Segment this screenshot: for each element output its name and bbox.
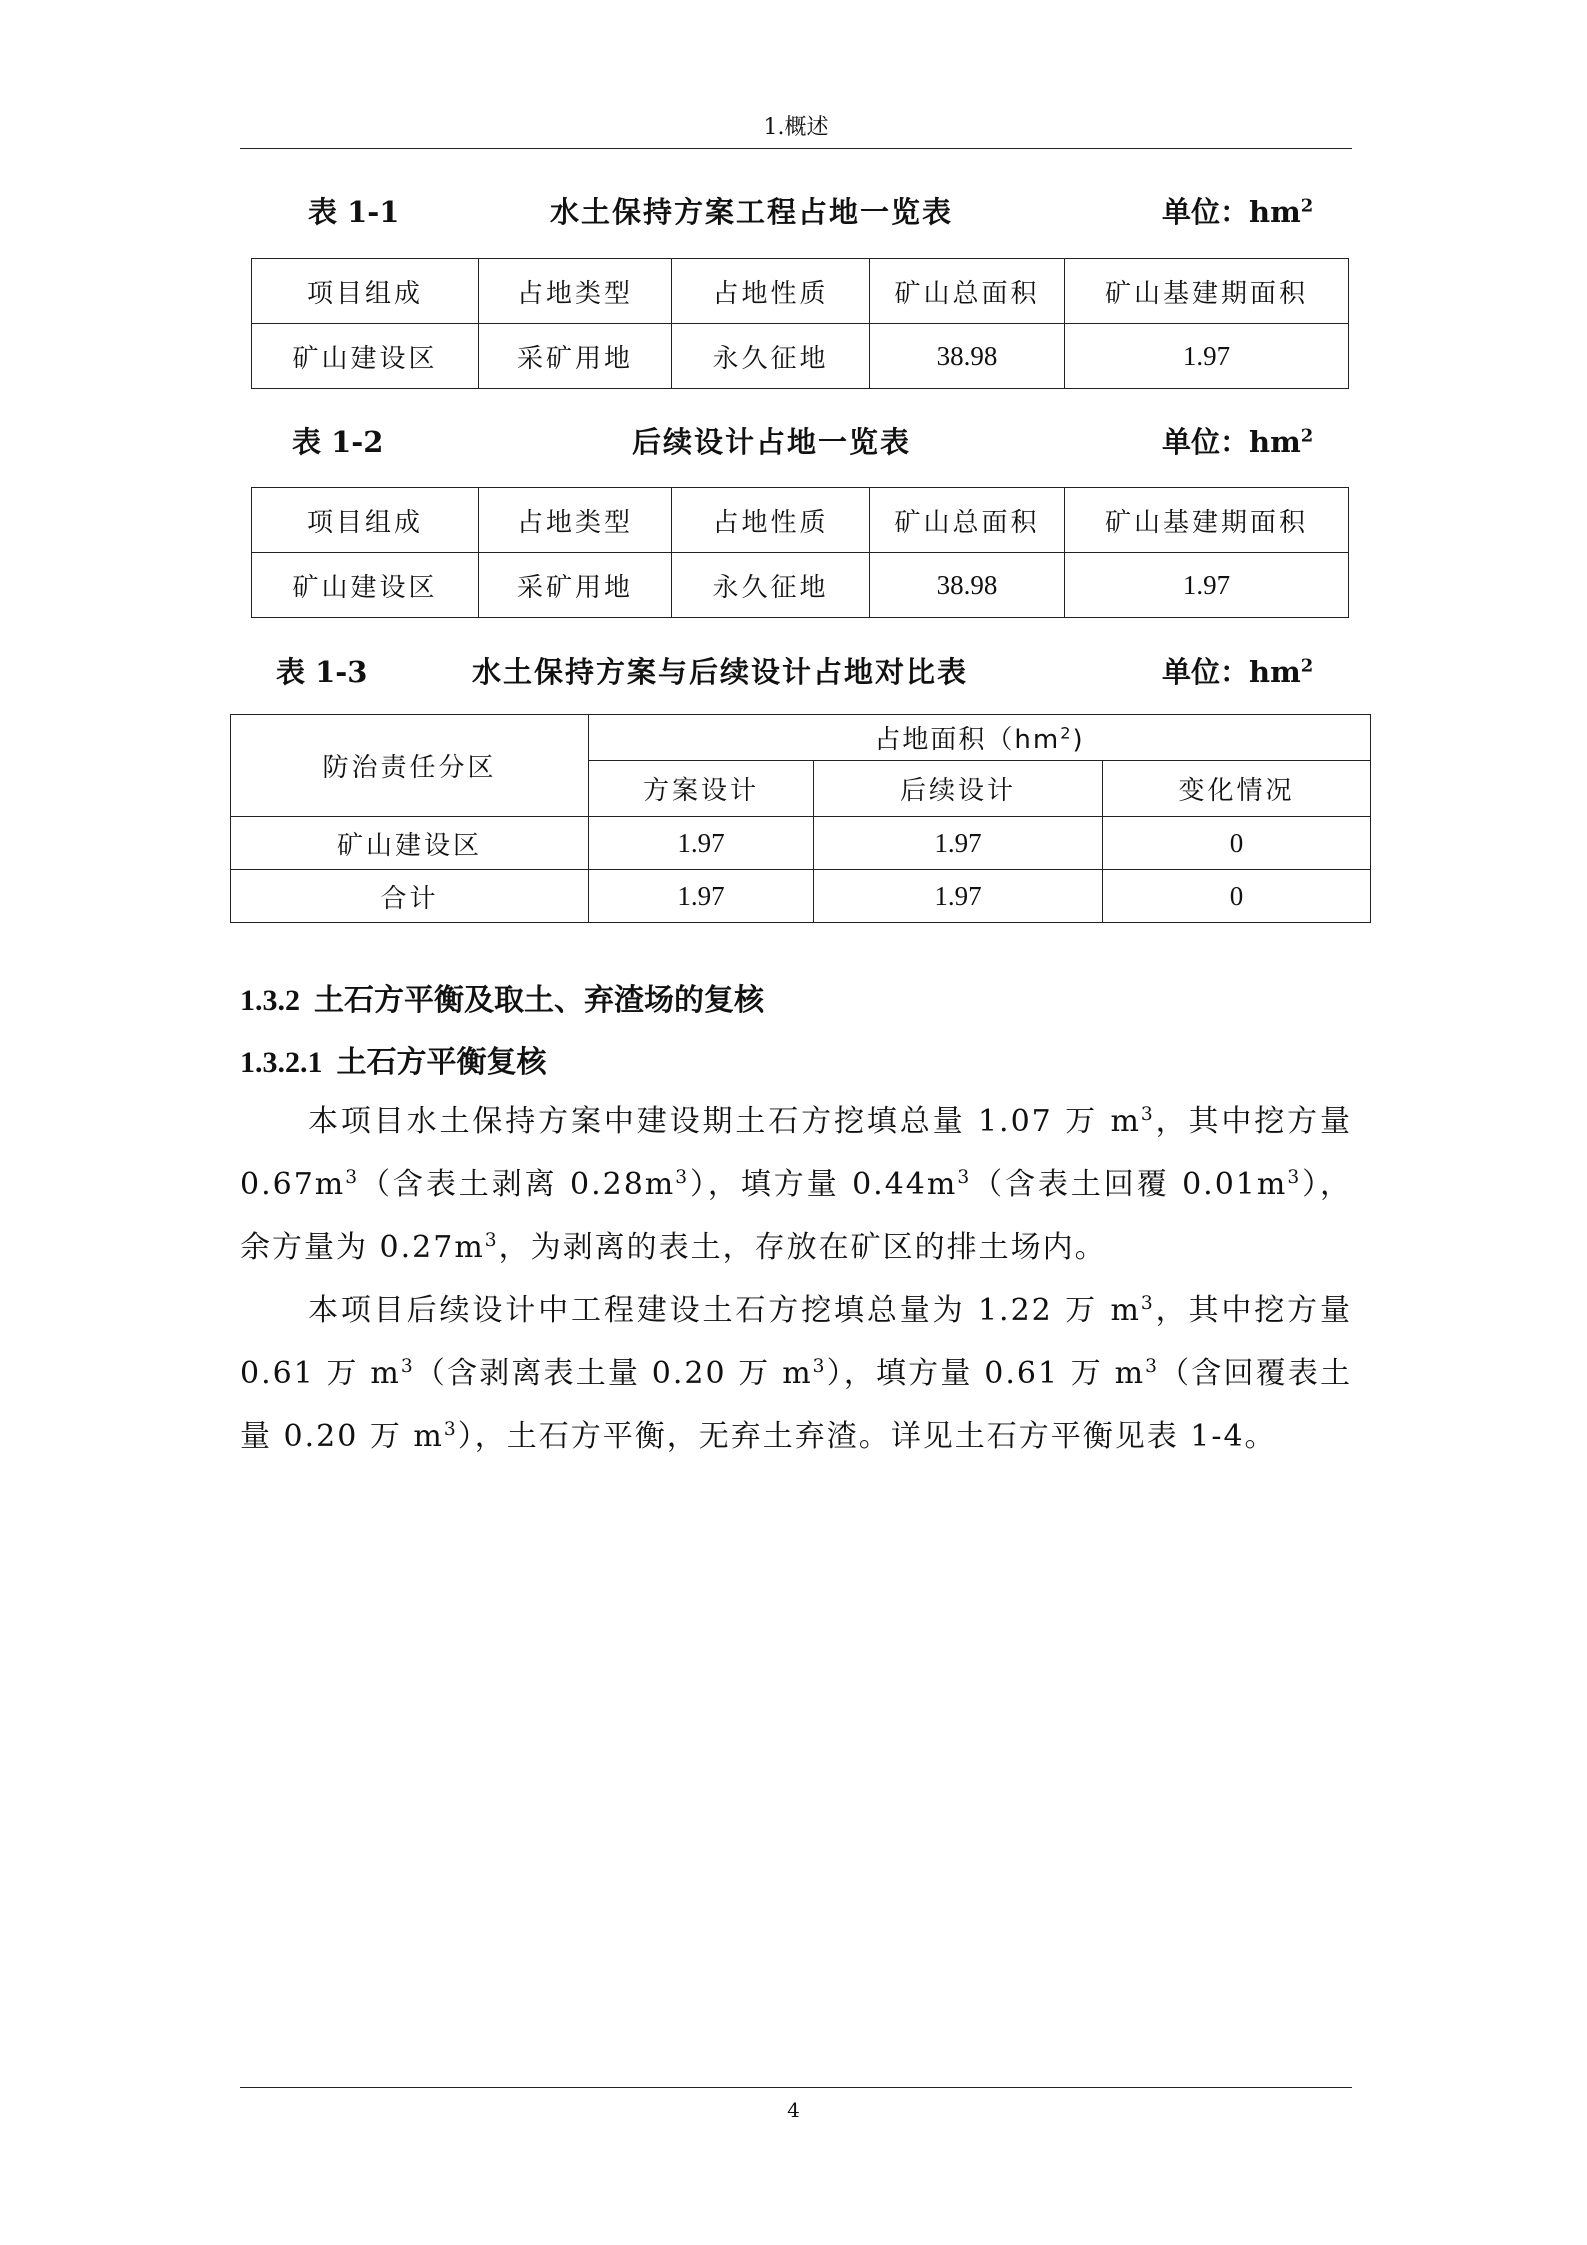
table-title: 水土保持方案与后续设计占地对比表	[472, 655, 969, 689]
table-cell: 1.97	[814, 870, 1103, 923]
section-number: 1.3.2	[240, 984, 300, 1017]
table-row	[231, 817, 1371, 870]
table-cell: 采矿用地	[479, 324, 672, 389]
page-number: 4	[787, 2098, 800, 2122]
section-title: 土石方平衡及取土、弃渣场的复核	[314, 983, 764, 1018]
table-row	[252, 553, 1349, 618]
table-row	[231, 870, 1371, 923]
table-cell: 1.97	[589, 870, 814, 923]
table-header-row	[252, 488, 1349, 553]
header-title: 1.概述	[763, 115, 829, 140]
paragraph-2: 本项目后续设计中工程建设土石方挖填总量为 1.22 万 $m^3$，其中挖方量 0.61 万 $m^3$（含剥离表土量 0.20 万 $m^3$），填方量 0.61 万 $m^3$（含回覆表土量 0.20 万 $m^3$），土石方平衡，无弃土弃渣。详见土石方平衡见表 1-4。	[240, 1293, 1352, 1454]
table-cell: 1.97	[814, 817, 1103, 870]
header-cell: 后续设计	[814, 761, 1103, 817]
table-1-1	[251, 258, 1349, 389]
table-cell: 永久征地	[672, 553, 870, 618]
page-header	[240, 112, 1352, 149]
table-cell: 1.97	[1065, 324, 1349, 389]
footer-divider	[240, 2087, 1352, 2088]
header-cell: 项目组成	[252, 488, 479, 553]
table-cell: 合计	[231, 870, 589, 923]
section-number: 1.3.2.1	[240, 1046, 323, 1079]
table-unit: 单位：$hm^2$	[1162, 655, 1314, 689]
header-cell: 占地类型	[479, 259, 672, 324]
table-caption-1-2	[240, 420, 1352, 464]
table-title: 后续设计占地一览表	[632, 425, 912, 459]
header-cell: 项目组成	[252, 259, 479, 324]
table-cell: 采矿用地	[479, 553, 672, 618]
header-cell: 占地性质	[672, 259, 870, 324]
table-1-2	[251, 487, 1349, 618]
table-cell: 38.98	[870, 553, 1065, 618]
table-cell: 矿山建设区	[231, 817, 589, 870]
table-title: 水土保持方案工程占地一览表	[550, 195, 954, 229]
table-caption-1-1	[240, 190, 1352, 234]
table-number: 表 1-2	[292, 425, 384, 459]
header-cell: 矿山基建期面积	[1065, 488, 1349, 553]
table-unit: 单位：$hm^2$	[1162, 195, 1314, 229]
table-header-row	[231, 715, 1371, 761]
header-cell-area: 占地面积$(hm^2)$	[589, 715, 1371, 761]
section-title: 土石方平衡复核	[336, 1045, 547, 1080]
table-cell: 38.98	[870, 324, 1065, 389]
table-header-row	[252, 259, 1349, 324]
paragraph-1: 本项目水土保持方案中建设期土石方挖填总量 1.07 万 $m^3$，其中挖方量 $0.67m^3$（含表土剥离 $0.28m^3$），填方量 $0.44m^3$（含表土回覆 $0.01m^3$），余方量为 $0.27m^3$，为剥离的表土，存放在矿区的排土场内。	[240, 1104, 1353, 1265]
header-cell: 占地性质	[672, 488, 870, 553]
body-text	[240, 1090, 1352, 1468]
table-caption-1-3	[240, 650, 1352, 694]
table-number: 表 1-3	[276, 655, 368, 689]
header-cell: 方案设计	[589, 761, 814, 817]
table-row	[252, 324, 1349, 389]
header-cell-zone: 防治责任分区	[231, 715, 589, 817]
table-cell: 1.97	[1065, 553, 1349, 618]
section-heading-1-3-2	[240, 975, 764, 1019]
table-unit: 单位：$hm^2$	[1162, 425, 1314, 459]
header-cell: 矿山总面积	[870, 488, 1065, 553]
table-cell: 0	[1103, 870, 1371, 923]
table-cell: 永久征地	[672, 324, 870, 389]
table-cell: 矿山建设区	[252, 324, 479, 389]
header-cell: 矿山基建期面积	[1065, 259, 1349, 324]
section-heading-1-3-2-1	[240, 1037, 547, 1081]
table-cell: 矿山建设区	[252, 553, 479, 618]
table-cell: 1.97	[589, 817, 814, 870]
header-cell: 矿山总面积	[870, 259, 1065, 324]
header-cell: 变化情况	[1103, 761, 1371, 817]
table-number: 表 1-1	[308, 195, 400, 229]
table-1-3	[230, 714, 1371, 923]
table-cell: 0	[1103, 817, 1371, 870]
header-cell: 占地类型	[479, 488, 672, 553]
